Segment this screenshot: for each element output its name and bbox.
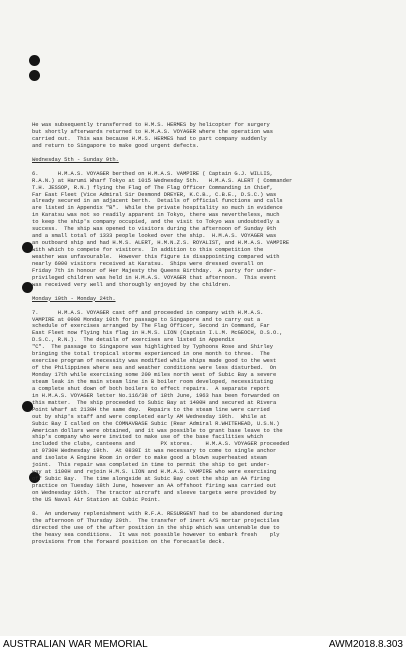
text-line: at 0730H Wednesday 19th. At 0830I it was necessary to come to single anchor	[32, 447, 277, 455]
text-line: East Fleet now flying his flag in H.M.S. LION (Captain I.L.M. McGEOCH, D.S.O.,	[32, 329, 283, 337]
text-line: exercise program of necessity was modified while ships made good to the west	[32, 357, 277, 365]
text-line: Monday 17th while exercising some 200 miles north west of Subic Bay a severe	[32, 371, 277, 378]
text-line: of the Philippines where sea and weather conditions were less disturbed. On	[32, 364, 277, 372]
punch-hole-top	[29, 55, 40, 66]
text-line: way at 1100H and rejoin H.M.S. LION and H.M.A.S. VAMPIRE who were exercising	[32, 468, 277, 476]
text-line: carried out. This was because H.M.S. HERMES had to part company suddenly	[32, 134, 267, 142]
text-line: nearly 6000 visitors received at Karatsu. Ships were dressed overall on	[32, 259, 264, 267]
text-line: and isolate A Engine Room in order to make good a blown superheated steam	[32, 454, 267, 462]
text-line: steam leak in the main steam line in B boiler room developed, necessitating	[32, 377, 273, 385]
text-line: privileged children was held in H.M.A.S. VOYAGER that afternoon. This event	[32, 273, 277, 281]
document-body	[32, 122, 392, 546]
text-line: this matter. The ship proceeded to Subic Bay at 1400H and secured at Rivera	[32, 398, 277, 406]
text-line: a complete shut down of both boilers to effect repairs. A separate report	[32, 384, 270, 392]
text-line: Friday 7th in honour of Her Majesty the Queens Birthday. A party for under-	[32, 266, 277, 274]
text-line: VAMPIRE at 0900 Monday 10th for passage to Singapore and to carry out a	[32, 315, 261, 323]
punch-hole-upper	[29, 70, 40, 81]
section-heading: Monday 10th - Monday 24th.	[32, 294, 116, 302]
section-heading-block	[32, 296, 392, 303]
text-line: and return to Singapore to make good urgent defects.	[32, 141, 200, 149]
text-line: practice on Tuesday 18th June, however an AA offshoot firing was carried out	[32, 482, 277, 489]
text-line: on Wednesday 19th. The tractor aircraft and sleeve targets were provided by	[32, 488, 277, 496]
text-line: 6. H.M.A.S. VOYAGER berthed on H.M.A.S. VAMPIRE ( Captain G.J. WILLIS,	[32, 169, 273, 177]
paragraph	[32, 310, 392, 504]
text-line: T.H. JESSOP, R.N.) flying the Flag of The Flag Officer Commanding in Chief,	[32, 183, 273, 191]
text-line: in H.M.A.S. VOYAGER letter No.116/38 of 18th June, 1963 has been forwarded on	[32, 391, 280, 399]
archive-footer	[0, 636, 406, 653]
text-line: success. The ship was opened to visitors during the afternoon of Sunday 9th	[32, 225, 277, 233]
section-heading-block	[32, 157, 392, 164]
footer-reference-number: AWM2018.8.303	[328, 639, 403, 650]
text-line: to keep the ship's company occupied, and the visit to Tokyo was undoubtedly a	[32, 218, 280, 226]
text-line: "C". The passage to Singapore was highlighted by Typhoons Rose and Shirley	[32, 343, 273, 351]
text-line: with which to compete for visitors. In addition to this competition the	[32, 246, 264, 253]
paragraph	[32, 122, 392, 150]
text-line: Point Wharf at 2130H the same day. Repairs to the steam line were carried	[32, 405, 270, 413]
text-line: Subic Bay I called on the COMNAVBASE Subic (Rear Admiral R.WHITEHEAD, U.S.N.)	[32, 419, 280, 427]
paragraph	[32, 511, 392, 546]
text-line: schedule of exercises arranged by The Flag Officer, Second in Command, Far	[32, 322, 270, 330]
text-line: in Karatsu was not so readily apparent in Tokyo, there was nevertheless, much	[32, 211, 280, 219]
text-line: and a small total of 1333 people looked over the ship. H.M.A.S. VOYAGER was	[32, 232, 277, 240]
text-line: already secured in an adjacent berth. Details of official functions and calls	[32, 197, 283, 205]
paragraph	[32, 171, 392, 289]
text-line: D.S.C., R.N.). The details of exercises are listed in Appendix	[32, 336, 235, 344]
text-line: out by ship's staff and were completed early AM Wednesday 19th. While at	[32, 412, 267, 420]
text-line: American dollars were obtained, and it was possible to grant base leave to the	[32, 426, 283, 434]
text-line: provisions from the forward position on the forecastle deck.	[32, 537, 225, 545]
text-line: joint. This repair was completed in time to permit the ship to get under-	[32, 461, 270, 469]
text-line: included the clubs, canteens and PX stores. H.M.A.S. VOYAGER proceeded	[32, 440, 290, 448]
text-line: was received very well and thoroughly enjoyed by the children.	[32, 280, 232, 288]
text-line: bringing the total tropical storms experienced in one month to three. The	[32, 350, 270, 358]
text-line: but shortly afterwards returned to H.M.A.S. VOYAGER where the operation was	[32, 127, 273, 135]
text-line: an outboard ship and had H.M.S. ALERT, H.M.N.Z.S. ROYALIST, and H.M.A.S. VAMPIRE	[32, 239, 290, 247]
text-line: weather was unfavourable. However this figure is disappointing compared with	[32, 252, 280, 260]
text-line: the US Naval Air Station at Cubic Point.	[32, 495, 161, 503]
text-line: 8. An underway replenishment with R.F.A. RESURGENT had to be abandoned during	[32, 509, 283, 517]
text-line: the afternoon of Thursday 20th. The transfer of inert A/S mortar projectiles	[32, 516, 280, 524]
text-line: 7. H.M.A.S. VOYAGER cast off and proceeded in company with H.M.A.S.	[32, 308, 264, 316]
text-line: directed the use of the after position in the ship which was untenable due to	[32, 523, 280, 531]
text-line: He was subsequently transferred to H.M.S. HERMES by helicopter for surgery	[32, 121, 270, 128]
text-line: ship's company who were invited to make use of the base facilities which	[32, 433, 264, 441]
text-line: Far East Fleet (Vice Admiral Sir Desmond DREYER, K.C.B., C.B.E., D.S.C.) was	[32, 190, 277, 198]
footer-institution: AUSTRALIAN WAR MEMORIAL	[3, 639, 148, 650]
text-line: the heavy sea conditions. It was not possible however to embark fresh ply	[32, 530, 280, 538]
section-heading: Wednesday 5th - Sunday 9th.	[32, 155, 119, 163]
text-line: off Subic Bay. The time alongside at Subic Bay cost the ship an AA firing	[32, 475, 270, 483]
text-line: R.A.N.) at Harumi Wharf Tokyo at 1015 Wednesday 5th. H.M.A.S. ALERT ( Commander	[32, 176, 293, 184]
text-line: are listed in Appendix "B". While the private hospitality so much in evidence	[32, 204, 283, 212]
